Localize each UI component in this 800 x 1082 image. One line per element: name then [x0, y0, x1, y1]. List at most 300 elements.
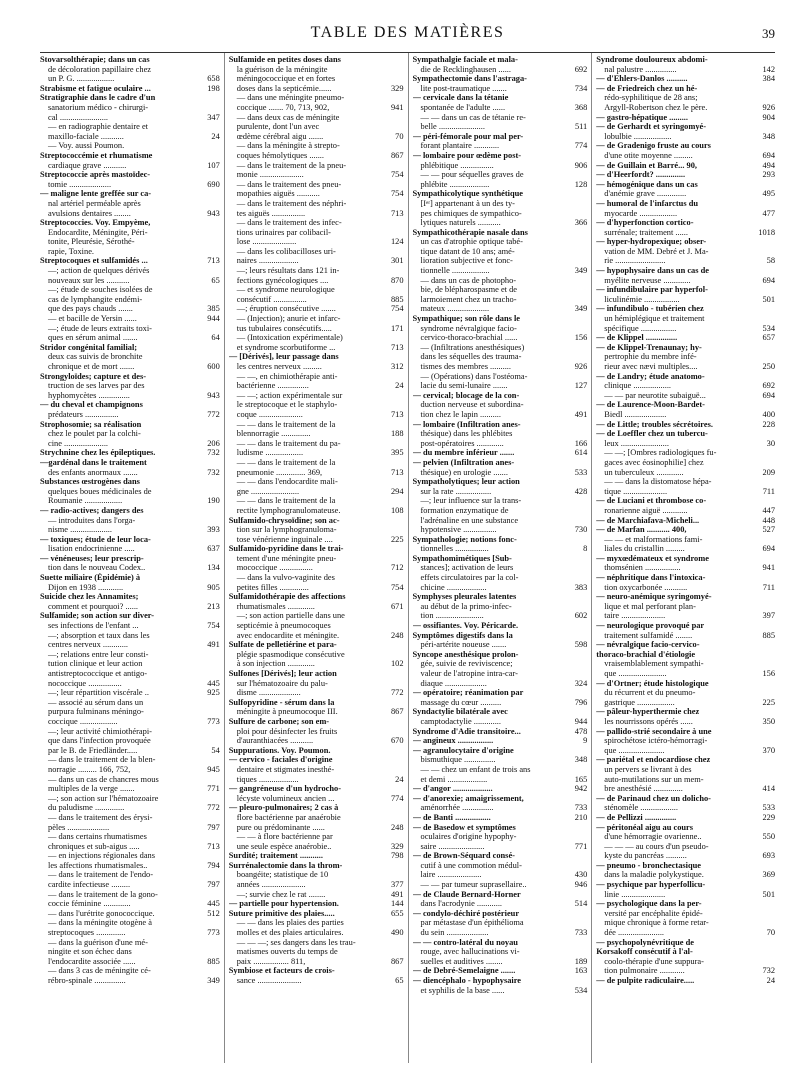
index-entry-page: 690: [207, 179, 220, 189]
index-entry: [413, 918, 588, 928]
index-entry-text: — cervical; blocage de la con-: [412, 390, 520, 400]
index-entry-text: rhumatismales .............: [236, 601, 315, 611]
index-entry: [40, 784, 220, 794]
index-entry: [229, 343, 404, 353]
index-entry: [40, 583, 220, 593]
index-entry-text: Strychnine chez les épileptiques.: [40, 448, 156, 458]
index-entry: [413, 113, 588, 123]
index-entry: [413, 228, 588, 238]
index-entry-page: 771: [207, 784, 220, 794]
index-entry-text: laire .....................: [420, 870, 482, 880]
index-entry-text: — dans certains rhumatismes: [48, 832, 147, 842]
index-entry: [413, 765, 588, 775]
index-entry-text: — de Landry; étude anatomo-: [596, 371, 705, 381]
index-entry: [413, 659, 588, 669]
index-entry: [596, 93, 775, 103]
index-entry-text: — radio-actives; dangers des: [40, 505, 144, 515]
index-entry: [40, 74, 220, 84]
index-entry-text: — de Laurence-Moon-Bardet-: [596, 400, 705, 410]
index-entry-page: 144: [390, 899, 404, 909]
index-entry-text: boangéite; statistique de 10: [236, 870, 329, 880]
index-entry-text: d'anémie grave ..............: [604, 189, 687, 199]
index-entry: [596, 381, 775, 391]
index-entry-text: thoraco-brachial d'étiologie: [596, 649, 696, 659]
index-entry: [40, 640, 220, 650]
index-entry-text: Symphyses pleurales latentes: [412, 592, 517, 602]
index-entry: [229, 669, 404, 679]
index-entry: [229, 717, 404, 727]
index-entry: [413, 122, 588, 132]
index-entry-text: post-opératoires .............: [420, 438, 504, 448]
index-entry: [596, 314, 775, 324]
index-entry-text: petites filles ..............: [236, 582, 309, 592]
index-entry: [413, 717, 588, 727]
index-entry: [40, 631, 220, 641]
index-entry-page: 108: [390, 505, 404, 515]
index-entry-text: — de Debré-Semelaigne .......: [412, 966, 516, 976]
index-entry-page: 533: [762, 803, 775, 813]
index-entry: [413, 352, 588, 362]
index-entry: [229, 909, 404, 919]
index-entry-text: surrénale; traitement ......: [604, 227, 688, 237]
index-entry: [40, 659, 220, 669]
index-entry-text: — —; [Ombres radiologiques fu-: [604, 448, 717, 458]
index-entry-text: — de Little; troubles sécrétoires.: [596, 419, 713, 429]
index-entry: [413, 381, 588, 391]
index-entry: [596, 199, 775, 209]
index-entry-text: — — dans un cas de tétanie re-: [420, 112, 526, 122]
index-entry-page: 885: [207, 956, 220, 966]
index-entry: [596, 439, 775, 449]
index-entry: [413, 161, 588, 171]
index-entry: [413, 842, 588, 852]
index-entry-text: norragie ......... 166, 752,: [48, 764, 131, 774]
index-entry-page: 614: [574, 448, 588, 458]
index-entry-text: — psychique par hyperfollicu-: [596, 880, 706, 890]
index-entry: [596, 611, 775, 621]
index-entry: [229, 966, 404, 976]
index-entry-text: cervico-thoraco-brachial ......: [420, 333, 518, 343]
index-entry-page: 712: [390, 563, 404, 573]
index-entry-page: 925: [207, 688, 220, 698]
index-entry: [413, 55, 588, 65]
index-entry-page: 906: [574, 160, 588, 170]
index-entry: [596, 669, 775, 679]
index-entry-text: Strabisme et fatigue oculaire ...: [40, 83, 151, 93]
index-entry: [40, 602, 220, 612]
index-entry-page: 294: [390, 486, 404, 496]
index-entry: [596, 957, 775, 967]
index-entry: [413, 870, 588, 880]
index-entry-text: versité par encéphalite épidé-: [604, 908, 703, 918]
index-entry-text: blennorragie ..............: [236, 429, 311, 439]
index-entry-text: Substances œstrogènes dans: [40, 477, 140, 487]
index-entry-page: 491: [574, 409, 588, 419]
index-entry-text: ronarienne aiguë ............: [604, 505, 688, 515]
index-entry: [229, 439, 404, 449]
index-entry-text: camptodactylie .............: [420, 716, 501, 726]
index-entry-text: Syndrome douloureux abdomi-: [596, 55, 708, 64]
index-entry-text: massage du cœur ..........: [420, 697, 502, 707]
index-entry-text: et syphilis de la base ......: [420, 985, 505, 995]
index-entry-text: hyphomycètes ...............: [48, 390, 130, 400]
index-entry: [596, 391, 775, 401]
index-entry-text: spécifique .................: [604, 323, 677, 333]
index-entry: [229, 688, 404, 698]
index-entry: [596, 966, 775, 976]
index-entry-text: — vénéneuses; leur prescrip-: [40, 553, 144, 563]
index-entry-page: 368: [574, 102, 588, 112]
index-entry-text: kyste du pancréas ..........: [604, 851, 687, 861]
index-entry: [229, 333, 404, 343]
index-entry: [413, 400, 588, 410]
index-entry: [413, 285, 588, 295]
index-entry-text: rouge, avec hallucinations vi-: [420, 947, 520, 957]
index-entry-text: gastrique ..................: [604, 697, 675, 707]
index-entry: [596, 832, 775, 842]
index-entry-text: — dans le traitement des érysi-: [48, 812, 153, 822]
index-entry-text: cardiaque grave ...........: [48, 160, 127, 170]
index-entry: [40, 621, 220, 631]
index-entry-text: —; leur activité chimiothérapi-: [48, 726, 152, 736]
index-entry: [413, 439, 588, 449]
index-entry-text: — — contro-latéral du noyau: [412, 937, 518, 947]
index-entry: [413, 218, 588, 228]
index-entry: [40, 755, 220, 765]
index-entry-text: — dans la vulvo-vaginite des: [236, 573, 335, 583]
index-entry-text: — gangréneuse d'un hydrocho-: [228, 784, 341, 794]
index-entry-page: 732: [207, 448, 220, 458]
index-entry: [40, 736, 220, 746]
index-entry-text: sur la rate .................: [420, 486, 492, 496]
index-entry: [413, 909, 588, 919]
index-entry-text: Syndactylie bilatérale avec: [412, 707, 508, 717]
index-entry-text: dentaire et stigmates inesthé-: [236, 764, 335, 774]
index-entry: [229, 314, 404, 324]
index-entry-text: tiques ...................: [236, 774, 299, 784]
index-entry-text: pertrophie du membre infé-: [604, 352, 697, 362]
index-entry-text: — partielle pour hypertension.: [228, 899, 339, 909]
index-entry: [413, 189, 588, 199]
index-entry-page: 754: [390, 582, 404, 592]
index-entry-page: 943: [207, 208, 220, 218]
index-entry-page: 70: [395, 131, 404, 141]
index-entry-page: 527: [762, 525, 775, 535]
index-entry: [596, 746, 775, 756]
index-entry: [40, 746, 220, 756]
index-entry-page: 867: [390, 150, 404, 160]
index-entry: [413, 976, 588, 986]
index-entry-page: 301: [390, 256, 404, 266]
index-entry: [229, 458, 404, 468]
index-entry: [596, 122, 775, 132]
index-entry-text: — myxœdémateux et syndrome: [596, 553, 709, 563]
index-entry-text: —; leurs résultats dans 121 in-: [236, 266, 340, 276]
index-entry-text: et syndrome scorbutiforme ...: [236, 342, 336, 352]
index-entry: [596, 74, 775, 84]
index-entry-text: — dans une méningite pneumo-: [236, 93, 345, 103]
index-entry-page: 445: [207, 899, 220, 909]
index-entry-text: — infundibulo - tubérien chez: [596, 304, 704, 314]
index-entry: [413, 746, 588, 756]
index-entry: [229, 928, 404, 938]
index-entry: [229, 122, 404, 132]
index-entry-text: —; action de quelques dérivés: [48, 266, 150, 276]
index-entry-text: les nourrissons opérés ......: [604, 716, 693, 726]
index-entry-page: 477: [762, 208, 775, 218]
index-entry-page: 312: [390, 362, 404, 371]
index-entry-text: — cervicale dans la tétanie: [412, 93, 509, 103]
index-entry-text: — — dans le traitement du pa-: [236, 438, 341, 448]
index-entry-page: 428: [574, 486, 588, 496]
index-entry-text: — diencéphalo - hypophysaire: [412, 976, 522, 985]
index-entry-text: — de Marfan ........... 400,: [596, 525, 687, 535]
index-entry: [413, 496, 588, 506]
index-entry: [40, 132, 220, 142]
index-entry-text: lose .....................: [236, 237, 297, 247]
index-entry: [413, 679, 588, 689]
index-entry: [229, 180, 404, 190]
index-entry-page: 946: [574, 880, 588, 890]
index-entry: [40, 103, 220, 113]
index-entry: [40, 84, 220, 94]
index-entry-text: à son injection .............: [236, 659, 315, 669]
index-entry-text: Biedl ....................: [604, 409, 667, 419]
index-entry-text: [Iᵉʳ] appartenant à un des ty-: [420, 198, 515, 208]
index-entry: [596, 151, 775, 161]
index-entry: [40, 93, 220, 103]
index-entry: [229, 803, 404, 813]
index-entry: [40, 228, 220, 238]
index-entry: [413, 506, 588, 516]
index-entry-text: Sulfamidothérapie des affections: [228, 592, 346, 602]
index-entry-page: 250: [762, 362, 775, 371]
index-entry-text: — pallido-strié secondaire à une: [596, 726, 712, 736]
index-entry: [596, 506, 775, 516]
index-entry: [229, 631, 404, 641]
index-entry-page: 941: [762, 563, 775, 573]
index-entry-text: rapie, Toxine.: [48, 246, 95, 256]
index-entry: [40, 477, 220, 487]
index-entry-text: aménorrhée ...............: [420, 803, 494, 813]
index-entry-page: 188: [390, 429, 404, 439]
index-entry-page: 733: [574, 803, 588, 813]
index-entry-text: tion oxycarbonée ...........: [604, 582, 688, 592]
index-entry-text: et demi ...................: [420, 774, 488, 784]
index-entry-page: 350: [762, 716, 775, 726]
index-entry: [229, 938, 404, 948]
index-entry-page: 713: [390, 467, 404, 477]
index-entry-text: fections gynécologiques ....: [236, 275, 329, 285]
index-entry: [229, 74, 404, 84]
index-entry-page: 694: [762, 275, 775, 285]
index-entry-text: tion .......................: [420, 611, 484, 621]
index-entry-text: phlébite ...................: [420, 179, 490, 189]
index-entry: [229, 976, 404, 986]
index-entry-text: sténomèle ..................: [604, 803, 678, 813]
index-entry-page: 1018: [758, 227, 775, 237]
index-entry-text: sur l'hématozoaire du palu-: [236, 678, 328, 688]
index-entry: [40, 851, 220, 861]
index-entry-text: — et bacille de Yersin ......: [48, 314, 137, 324]
index-entry-text: phlébitique ................: [420, 160, 494, 170]
index-entry: [229, 324, 404, 334]
index-entry-text: tose vénérienne inguinale ....: [236, 534, 333, 544]
index-entry: [413, 861, 588, 871]
index-entry-text: molles et des plaies articulaires.: [236, 928, 344, 938]
index-entry-page: 142: [762, 64, 775, 74]
index-entry-page: 324: [574, 678, 588, 688]
index-entry: [40, 256, 220, 266]
index-entry-text: bismuthique ...............: [420, 755, 496, 765]
index-entry-text: monie .....................: [236, 170, 304, 180]
index-entry-text: gée, suivie de reviviscence;: [420, 659, 513, 669]
index-entry: [596, 659, 775, 669]
index-entry-text: un cas d'atrophie optique tabé-: [420, 237, 523, 247]
index-entry-page: 366: [574, 218, 588, 228]
index-entry: [40, 400, 220, 410]
index-entry-text: formation enzymatique de: [420, 505, 509, 515]
index-entry: [413, 544, 588, 554]
index-entry-text: — d'anorexie; amaigrissement,: [412, 793, 524, 803]
index-entry-page: 383: [574, 582, 588, 592]
index-entry-page: 944: [207, 314, 220, 324]
index-entry: [596, 602, 775, 612]
index-entry-text: septicémie à pneumocoques: [236, 621, 331, 631]
index-entry-page: 512: [207, 908, 220, 918]
index-entry-page: 942: [574, 784, 588, 794]
index-entry-text: années .....................: [236, 880, 306, 890]
index-entry-page: 514: [574, 899, 588, 909]
index-entry-page: 658: [207, 74, 220, 84]
index-entry-text: — dans le traitement des néphri-: [236, 198, 347, 208]
index-entry-text: leux .......................: [604, 438, 669, 448]
index-entry-page: 414: [762, 784, 775, 794]
index-entry-text: Symptômes digestifs dans la: [412, 630, 513, 640]
index-entry: [413, 209, 588, 219]
index-entry-page: 772: [390, 688, 404, 698]
index-entry: [413, 237, 588, 247]
index-entry: [229, 813, 404, 823]
index-entry: [229, 861, 404, 871]
index-entry: [229, 918, 404, 928]
index-entry-text: que .......................: [604, 669, 667, 678]
index-entry-text: bre anesthésié ..............: [604, 784, 683, 794]
index-entry: [40, 727, 220, 737]
index-entry: [229, 727, 404, 737]
index-entry: [229, 266, 404, 276]
index-entry-page: 163: [574, 966, 588, 976]
index-entry: [596, 698, 775, 708]
index-entry: [413, 276, 588, 286]
index-entry: [229, 132, 404, 142]
index-entry-text: — du cheval et champignons: [40, 400, 143, 410]
index-entry: [596, 909, 775, 919]
index-entry-text: que dans l'infection provoquée: [48, 736, 151, 746]
index-entry: [413, 640, 588, 650]
index-entry-text: vraisemblablement sympathi-: [604, 659, 704, 669]
index-entry: [40, 861, 220, 871]
index-entry-text: thésique) dans les phlébites: [420, 429, 513, 439]
index-entry-page: 692: [762, 381, 775, 391]
index-entry: [596, 496, 775, 506]
index-entry-text: un P. G. ..................: [48, 74, 115, 84]
index-entry: [229, 209, 404, 219]
index-entry-page: 713: [390, 409, 404, 419]
index-entry-page: 926: [574, 362, 588, 371]
index-entry: [413, 823, 588, 833]
index-entry: [596, 161, 775, 171]
index-entry: [596, 170, 775, 180]
index-entry-page: 885: [390, 294, 404, 304]
index-entry-text: — —; action expérimentale sur: [236, 390, 343, 400]
index-entry-page: 400: [762, 409, 775, 419]
index-entry: [413, 554, 588, 564]
index-entry-text: multiples de la verge .......: [48, 784, 135, 794]
index-entry-page: 501: [762, 294, 775, 304]
index-entry: [40, 775, 220, 785]
index-entry-text: tionnelle ..................: [420, 266, 490, 276]
index-entry-page: 945: [207, 764, 220, 774]
index-entry: [229, 736, 404, 746]
index-entry: [229, 304, 404, 314]
index-entry: [40, 429, 220, 439]
index-entry: [40, 966, 220, 976]
index-entry-text: — (Opérations) dans l'ostéoma-: [420, 371, 528, 381]
index-entry-text: Suppurations. Voy. Poumon.: [228, 745, 331, 755]
index-entry-text: sance .....................: [236, 976, 302, 985]
index-entry: [596, 823, 775, 833]
index-entry-page: 156: [762, 669, 775, 678]
index-entry-text: gaces avec éosinophilie] chez: [604, 457, 704, 467]
index-entry-text: — dans la méningite à strepto-: [236, 141, 340, 151]
index-entry-text: tion dans le nouveau Codex..: [48, 563, 146, 573]
index-entry: [40, 899, 220, 909]
index-entry: [40, 765, 220, 775]
index-entry: [413, 573, 588, 583]
index-entry: [413, 487, 588, 497]
index-entry: [229, 516, 404, 526]
index-entry-text: cal .......................: [48, 112, 109, 122]
index-entry-page: 124: [390, 237, 404, 247]
index-entry: [229, 477, 404, 487]
index-entry: [229, 842, 404, 852]
index-entry: [229, 679, 404, 689]
index-entry-page: 771: [574, 841, 588, 851]
index-entry: [229, 420, 404, 430]
index-entry-text: stances]; activation de leurs: [420, 563, 514, 573]
index-entry: [40, 890, 220, 900]
index-entry: [229, 592, 404, 602]
index-entry: [596, 650, 775, 660]
index-entry: [40, 525, 220, 535]
index-entry-page: 694: [762, 390, 775, 400]
index-entry: [596, 285, 775, 295]
index-entry-page: 329: [390, 83, 404, 93]
index-entry-page: 774: [574, 141, 588, 151]
index-entry-text: Stratigraphie dans le cadre d'un: [40, 93, 156, 103]
index-entry-text: — pariétal et endocardiose chez: [596, 755, 711, 765]
index-entry: [40, 324, 220, 334]
index-entry: [40, 180, 220, 190]
index-entry-page: 490: [390, 928, 404, 938]
index-entry: [596, 727, 775, 737]
index-entry-page: 225: [390, 534, 404, 544]
index-entry: [413, 304, 588, 314]
index-column-4: [591, 53, 775, 1063]
index-entry: [596, 256, 775, 266]
index-entry-text: Streptococcémie et rhumatisme: [40, 150, 153, 160]
